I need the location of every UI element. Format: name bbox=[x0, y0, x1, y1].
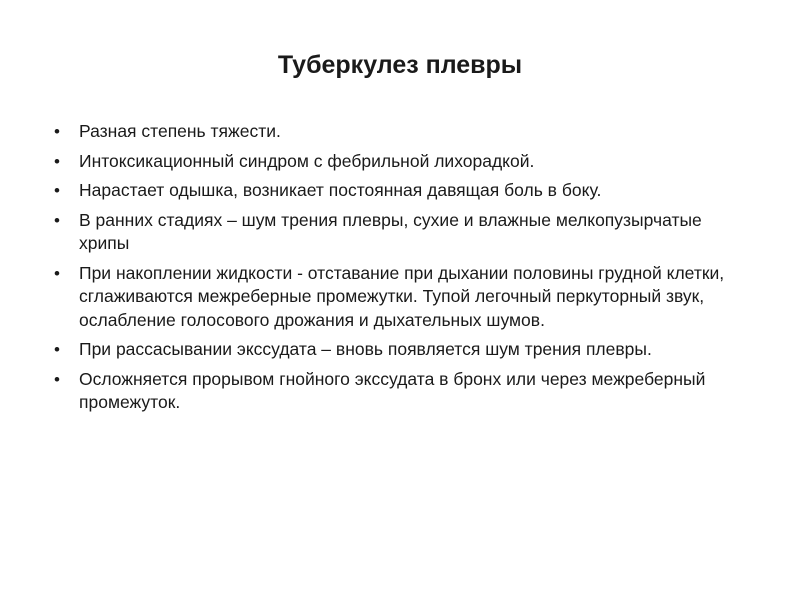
bullet-text: Осложняется прорывом гнойного экссудата в бронх или через межреберный промежуток. bbox=[79, 368, 706, 412]
list-item bbox=[52, 368, 752, 415]
bullet-list bbox=[52, 120, 752, 421]
list-item bbox=[52, 209, 752, 256]
bullet-text: Интоксикационный синдром с фебрильной лихорадкой. bbox=[79, 150, 535, 171]
list-item bbox=[52, 262, 752, 333]
list-item bbox=[52, 120, 752, 144]
bullet-text: При рассасывании экссудата – вновь появляется шум трения плевры. bbox=[79, 339, 652, 359]
bullet-text: При накоплении жидкости - отставание при дыхании половины грудной клетки, сглаживаются межреберные промежутки. Тупой легочный перкуторный звук, ослабление голосового дрожания и дыхательных шумов. bbox=[79, 262, 725, 330]
bullet-icon: • bbox=[54, 263, 60, 283]
list-item bbox=[52, 150, 752, 174]
bullet-text: Нарастает одышка, возникает постоянная давящая боль в боку. bbox=[79, 180, 602, 200]
list-item bbox=[52, 179, 752, 203]
bullet-icon: • bbox=[54, 181, 60, 200]
bullet-icon: • bbox=[54, 340, 60, 359]
bullet-text: Разная степень тяжести. bbox=[79, 121, 281, 141]
bullet-text: В ранних стадиях – шум трения плевры, сухие и влажные мелкопузырчатые хрипы bbox=[79, 209, 702, 253]
slide-title: Туберкулез плевры bbox=[277, 51, 523, 79]
list-item bbox=[52, 338, 752, 362]
bullet-icon: • bbox=[54, 369, 60, 389]
bullet-icon: • bbox=[54, 210, 60, 230]
bullet-icon: • bbox=[54, 122, 60, 141]
bullet-icon: • bbox=[54, 151, 60, 171]
